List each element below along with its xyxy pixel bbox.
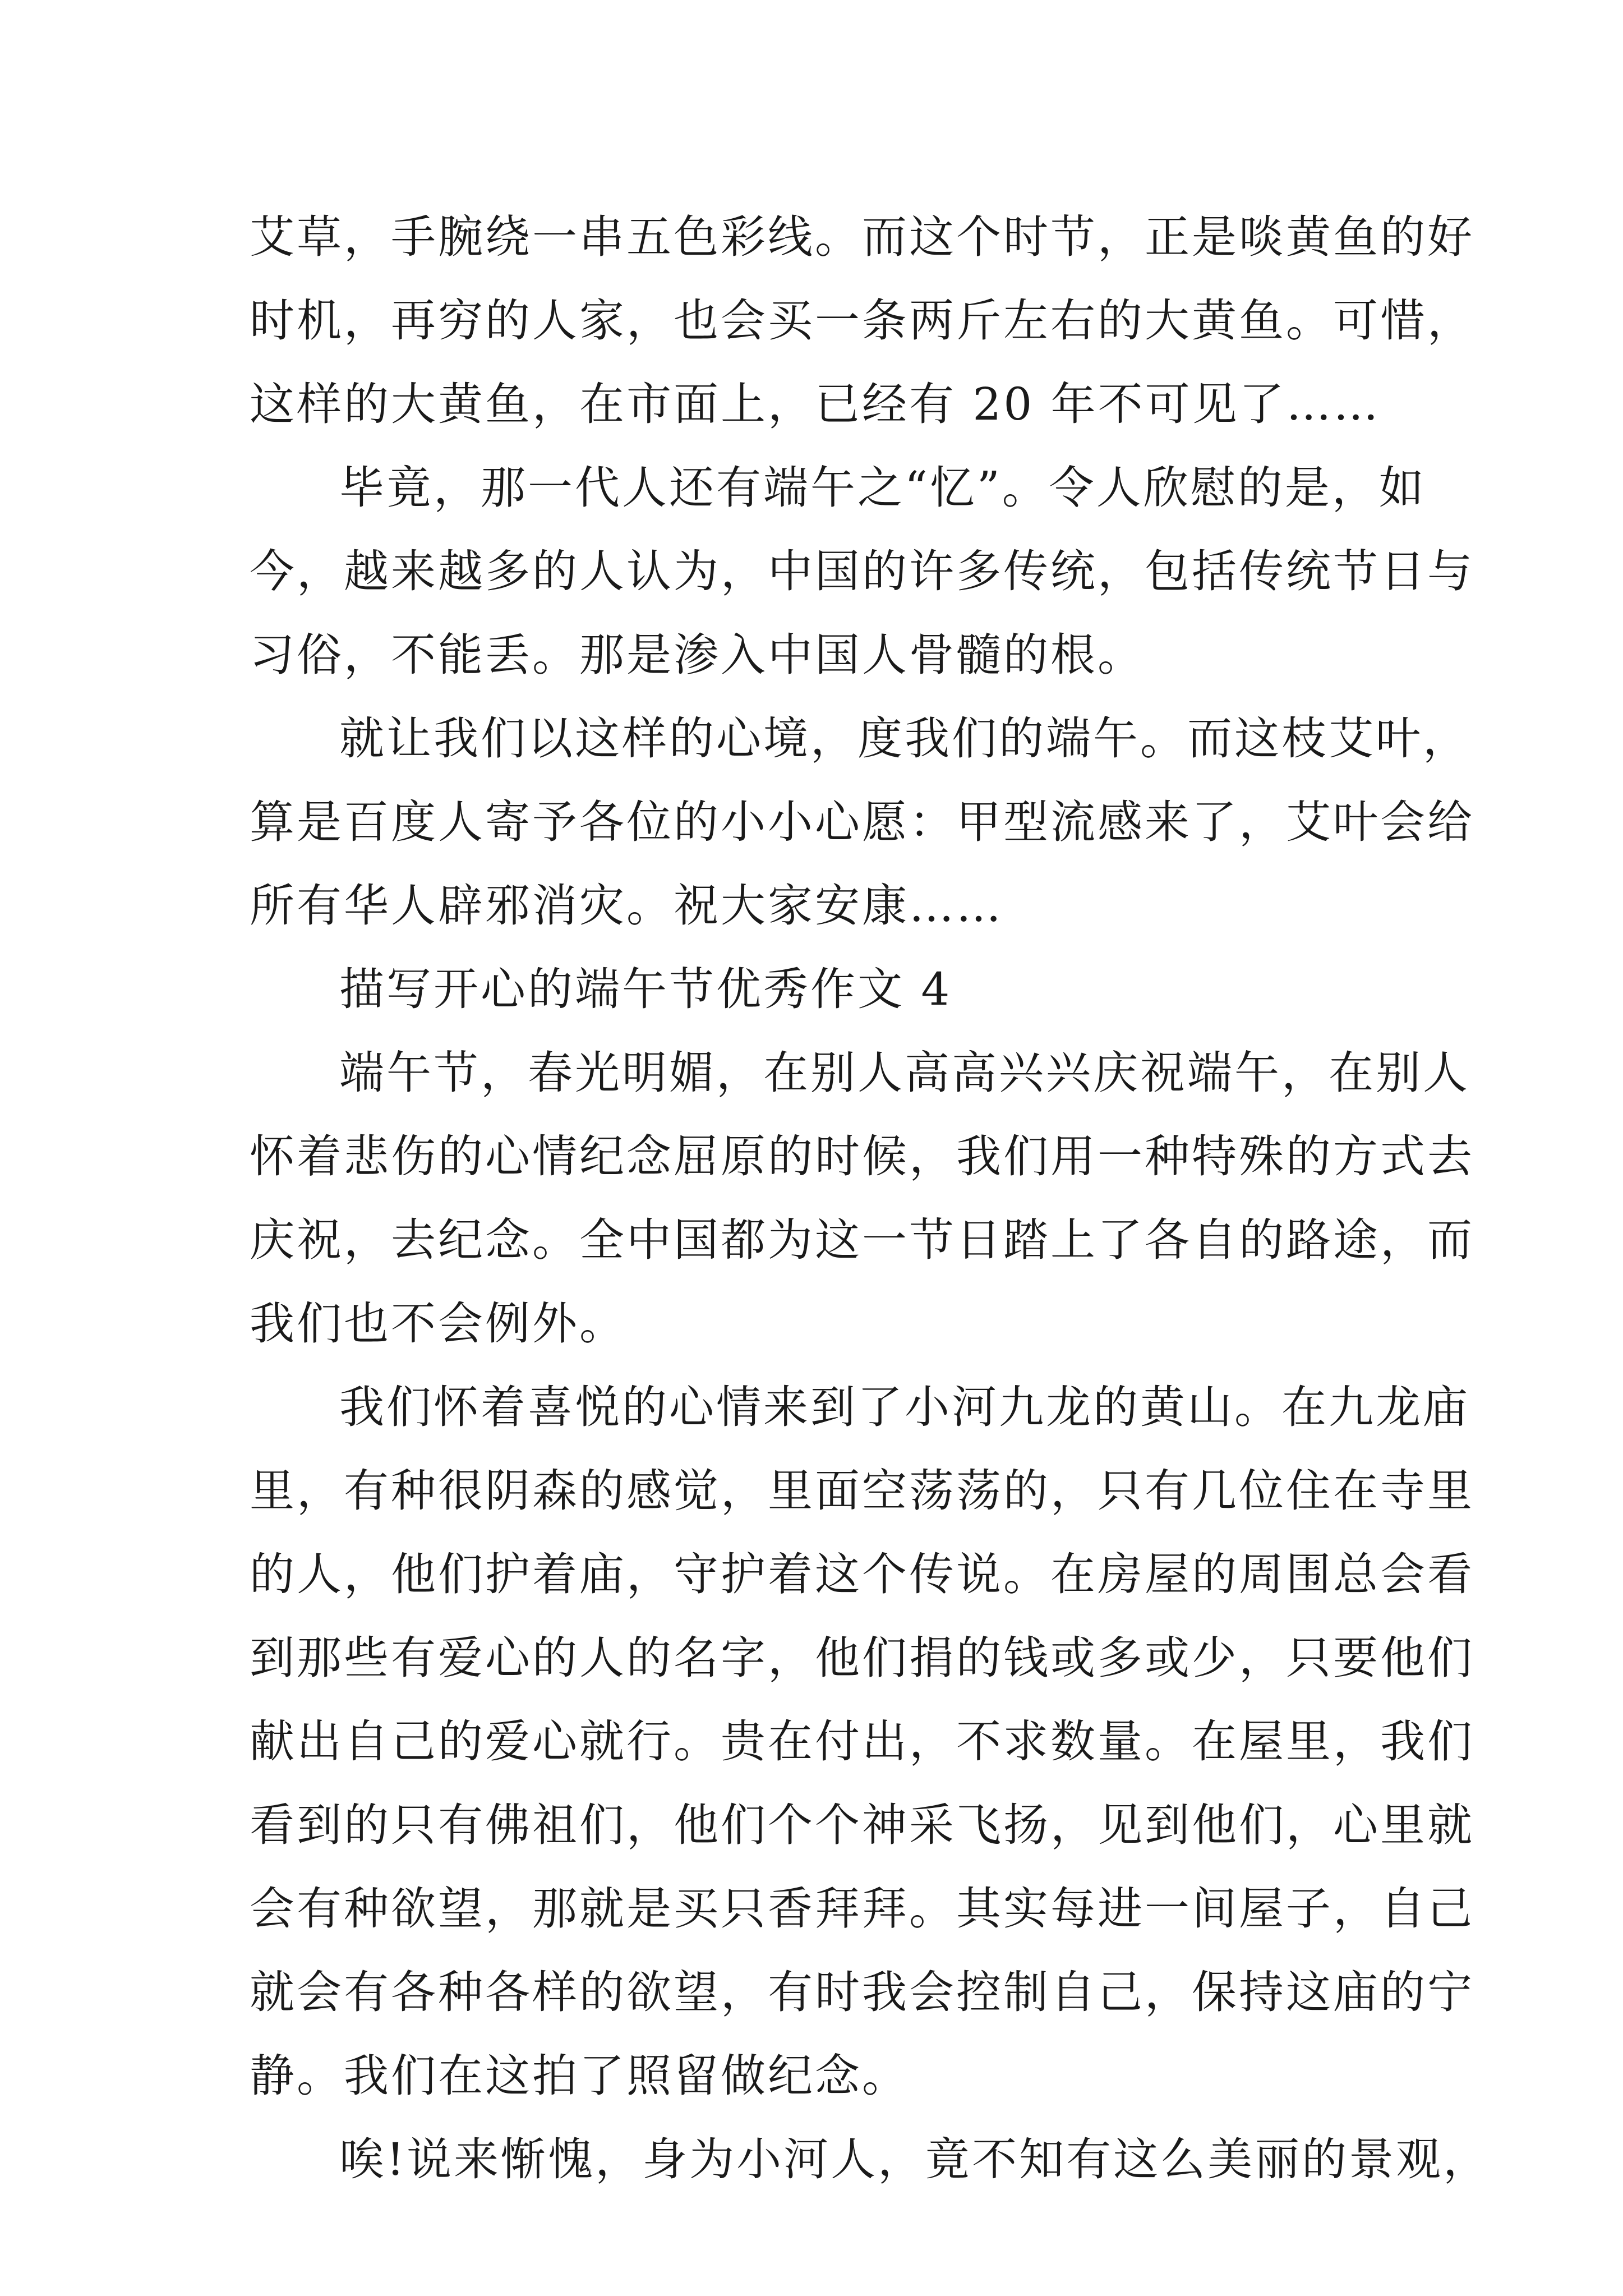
text-line: 算是百度人寄予各位的小小心愿：甲型流感来了，艾叶会给 [250, 796, 1474, 848]
text-line: 习俗，不能丢。那是渗入中国人骨髓的根。 [250, 629, 1145, 681]
text-line: 怀着悲伤的心情纪念屈原的时候，我们用一种特殊的方式去 [250, 1130, 1474, 1182]
text-line: 就会有各种各样的欲望，有时我会控制自己，保持这庙的宁 [250, 1966, 1474, 2018]
document-body [250, 195, 1491, 2201]
text-line: 静。我们在这拍了照留做纪念。 [250, 2050, 909, 2102]
text-line: 献出自己的爱心就行。贵在付出，不求数量。在屋里，我们 [250, 1715, 1474, 1768]
text-line: 里，有种很阴森的感觉，里面空荡荡的，只有几位住在寺里 [250, 1465, 1474, 1517]
text-line: 所有华人辟邪消灾。祝大家安康…… [250, 880, 1003, 932]
text-line: 艾草，手腕绕一串五色彩线。而这个时节，正是啖黄鱼的好 [250, 211, 1474, 263]
text-line: 毕竟，那一代人还有端午之“忆”。令人欣慰的是，如 [339, 462, 1426, 514]
section-heading: 描写开心的端午节优秀作文 4 [339, 963, 952, 1015]
text-line: 我们也不会例外。 [250, 1297, 626, 1350]
text-line: 庆祝，去纪念。全中国都为这一节日踏上了各自的路途，而 [250, 1214, 1474, 1266]
text-line: 看到的只有佛祖们，他们个个神采飞扬，见到他们，心里就 [250, 1799, 1474, 1851]
text-line: 端午节，春光明媚，在别人高高兴兴庆祝端午，在别人 [339, 1047, 1470, 1099]
text-line: 的人，他们护着庙，守护着这个传说。在房屋的周围总会看 [250, 1548, 1474, 1600]
text-line: 会有种欲望，那就是买只香拜拜。其实每进一间屋子，自己 [250, 1883, 1474, 1935]
text-line: 今，越来越多的人认为，中国的许多传统，包括传统节日与 [250, 545, 1474, 597]
text-line: 到那些有爱心的人的名字，他们捐的钱或多或少，只要他们 [250, 1632, 1474, 1684]
text-line: 唉!说来惭愧，身为小河人，竟不知有这么美丽的景观， [339, 2133, 1491, 2185]
text-line: 时机，再穷的人家，也会买一条两斤左右的大黄鱼。可惜， [250, 295, 1474, 347]
text-line: 这样的大黄鱼，在市面上，已经有 20 年不可见了…… [250, 378, 1381, 430]
text-line: 就让我们以这样的心境，度我们的端午。而这枝艾叶， [339, 712, 1470, 765]
text-line: 我们怀着喜悦的心情来到了小河九龙的黄山。在九龙庙 [339, 1381, 1470, 1433]
